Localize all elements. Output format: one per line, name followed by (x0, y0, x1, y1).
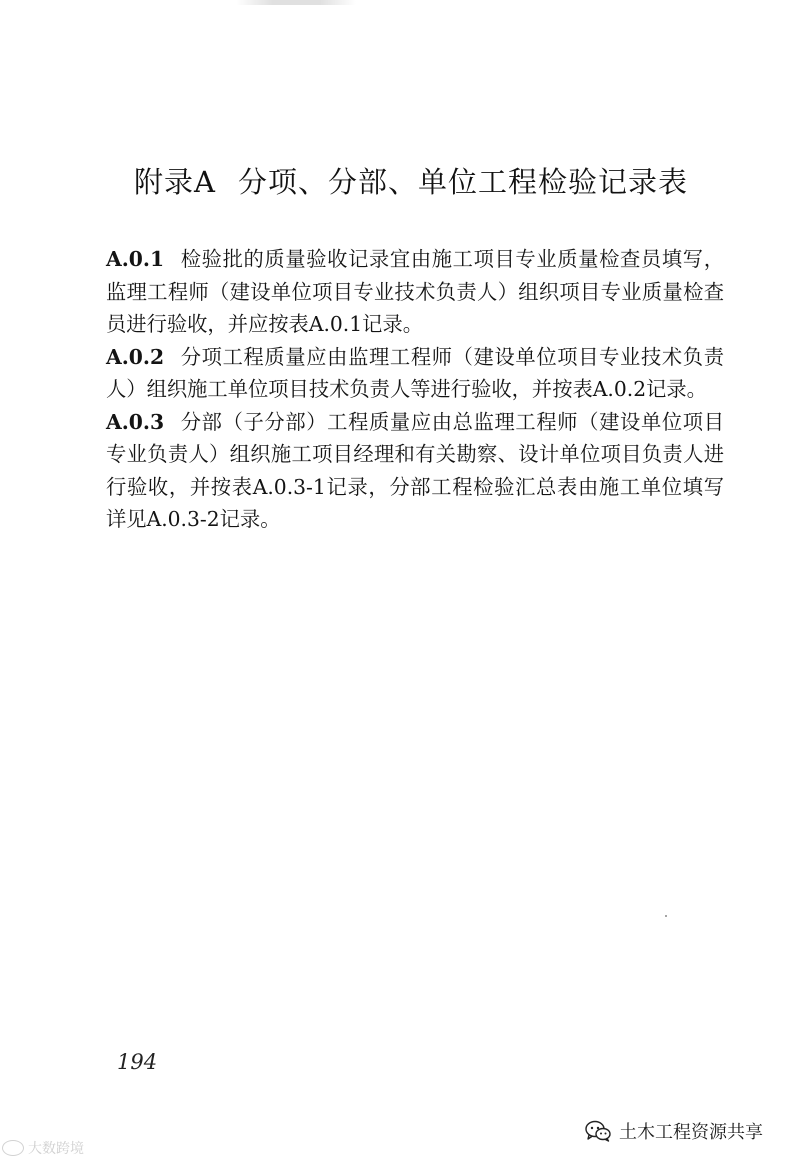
scan-speck (665, 915, 667, 917)
clause-number: A.0.1 (106, 247, 165, 271)
clause-a-0-3 (106, 406, 724, 536)
watermark-right (585, 1118, 763, 1144)
watermark-logo-icon (2, 1140, 24, 1156)
appendix-title (134, 162, 714, 202)
appendix-title-text: 分项、分部、单位工程检验记录表 (237, 165, 688, 199)
watermark-left (2, 1138, 84, 1158)
clause-a-0-1 (106, 243, 724, 341)
clause-number: A.0.2 (106, 344, 165, 369)
scan-edge-mark (236, 0, 356, 5)
clause-text: 检验批的质量验收记录宜由施工项目专业质量检查员填写，监理工程师（建设单位项目专业技术负责人）组织项目专业质量检查员进行验收，并应按表A.0.1记录。 (106, 247, 724, 336)
appendix-label: 附录A (134, 165, 216, 199)
wechat-icon (585, 1120, 611, 1142)
body-text (106, 243, 724, 536)
clause-a-0-2 (106, 341, 724, 406)
watermark-right-text: 土木工程资源共享 (619, 1122, 763, 1143)
clause-text: 分部（子分部）工程质量应由总监理工程师（建设单位项目专业负责人）组织施工项目经理和有关勘察、设计单位项目负责人进行验收，并按表A.0.3-1记录，分部工程检验汇总表由施工单位填写详见A.0.3-2记录。 (106, 409, 724, 531)
clause-number: A.0.3 (106, 409, 165, 434)
watermark-left-text: 大数跨境 (28, 1141, 84, 1157)
clause-text: 分项工程质量应由监理工程师（建设单位项目专业技术负责人）组织施工单位项目技术负责人等进行验收，并按表A.0.2记录。 (106, 344, 724, 401)
page-number: 194 (117, 1050, 158, 1074)
